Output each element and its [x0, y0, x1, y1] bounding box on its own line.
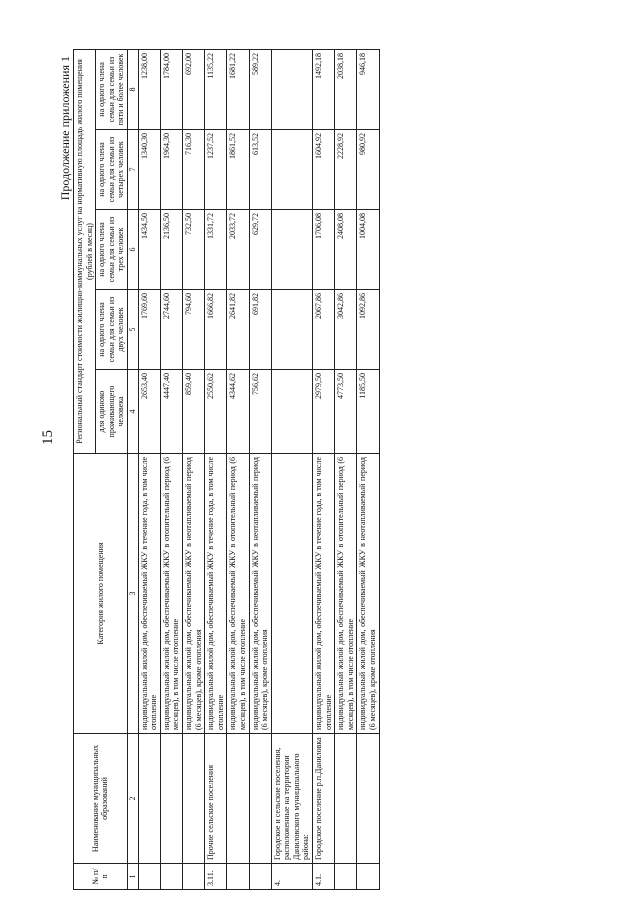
row-number	[357, 864, 379, 890]
row-municipality: Городское и сельские поселения, расположенные на территории Даниловского муниципального района:	[271, 734, 312, 864]
row-value: 1492,18	[313, 49, 335, 129]
row-municipality: Прочие сельские поселения	[205, 734, 227, 864]
row-value: 2067,86	[313, 290, 335, 370]
header-two: на одного члена семьи для семьи из двух человек	[96, 290, 128, 370]
col-index: 6	[127, 210, 138, 290]
table-row	[138, 49, 160, 889]
row-number: 4.	[271, 864, 312, 890]
row-number	[160, 864, 182, 890]
row-value: 2228,92	[335, 130, 357, 210]
row-value: 716,30	[182, 130, 204, 210]
row-value: 692,00	[182, 49, 204, 129]
row-value: 2038,18	[335, 49, 357, 129]
row-value: 1604,92	[313, 130, 335, 210]
row-value: 2136,50	[160, 210, 182, 290]
row-value: 1135,22	[205, 49, 227, 129]
page-number: 15	[40, 430, 56, 445]
row-municipality	[160, 734, 182, 864]
table-row	[335, 49, 357, 889]
row-value: 1237,52	[205, 130, 227, 210]
row-number	[249, 864, 271, 890]
row-municipality: Городское поселение р.п.Даниловка	[313, 734, 335, 864]
row-value: 589,22	[249, 49, 271, 129]
row-value: 1238,00	[138, 49, 160, 129]
row-number	[182, 864, 204, 890]
row-category	[271, 454, 312, 734]
row-value: 4773,50	[335, 370, 357, 454]
row-value: 1666,82	[205, 290, 227, 370]
row-value: 2033,72	[227, 210, 249, 290]
row-value: 1706,08	[313, 210, 335, 290]
row-value: 1861,52	[227, 130, 249, 210]
row-value: 613,52	[249, 130, 271, 210]
row-category: индивидуальный жилой дом, обеспечиваемый ЖКУ в течение года, в том числе отопление	[205, 454, 227, 734]
row-value: 2979,50	[313, 370, 335, 454]
row-value: 1340,30	[138, 130, 160, 210]
col-index: 5	[127, 290, 138, 370]
table-row	[249, 49, 271, 889]
row-value: 4344,62	[227, 370, 249, 454]
row-municipality	[335, 734, 357, 864]
row-value: 794,60	[182, 290, 204, 370]
row-number	[138, 864, 160, 890]
row-value: 756,62	[249, 370, 271, 454]
header-four: на одного члена семьи для семьи из четырех человек	[96, 130, 128, 210]
row-value: 1434,50	[138, 210, 160, 290]
row-number: 3.11.	[205, 864, 227, 890]
row-number: 4.1.	[313, 864, 335, 890]
row-number	[227, 864, 249, 890]
row-value: 1185,50	[357, 370, 379, 454]
row-category: индивидуальный жилой дом, обеспечиваемый ЖКУ в неотапливаемый период (6 месяцев), кроме отопления	[357, 454, 379, 734]
table-row	[160, 49, 182, 889]
header-five: на одного члена семьи для семьи из пяти и более человек	[96, 49, 128, 129]
row-value: 4447,40	[160, 370, 182, 454]
header-number: № п/п	[74, 864, 128, 890]
row-municipality	[227, 734, 249, 864]
row-value: 1004,08	[357, 210, 379, 290]
header-municipality: Наименование муниципальных образований	[74, 734, 128, 864]
col-index: 2	[127, 734, 138, 864]
row-value: 3042,86	[335, 290, 357, 370]
row-value: 980,92	[357, 130, 379, 210]
row-municipality	[357, 734, 379, 864]
row-value: 1681,22	[227, 49, 249, 129]
col-index: 8	[127, 49, 138, 129]
row-value: 732,50	[182, 210, 204, 290]
table-row	[182, 49, 204, 889]
col-index: 3	[127, 454, 138, 734]
table-row	[227, 49, 249, 889]
col-index: 1	[127, 864, 138, 890]
table-row	[313, 49, 335, 889]
row-value: 1769,60	[138, 290, 160, 370]
row-municipality	[249, 734, 271, 864]
table-header	[74, 49, 139, 889]
row-value: 629,72	[249, 210, 271, 290]
header-category: Категория жилого помещения	[74, 454, 128, 734]
row-value: 1784,00	[160, 49, 182, 129]
row-value: 2408,08	[335, 210, 357, 290]
tariff-table	[73, 49, 380, 890]
row-category: индивидуальный жилой дом, обеспечиваемый ЖКУ в отопительный период (6 месяцев), в том числе отопление	[160, 454, 182, 734]
row-category: индивидуальный жилой дом, обеспечиваемый ЖКУ в неотапливаемый период (6 месяцев), кроме отопления	[249, 454, 271, 734]
row-category: индивидуальный жилой дом, обеспечиваемый ЖКУ в отопительный период (6 месяцев), в том числе отопление	[227, 454, 249, 734]
col-index: 7	[127, 130, 138, 210]
header-regional-standard: Региональный стандарт стоимости жилищно-коммунальных услуг на нормативную площадь жилого помещения (рублей в месяц)	[74, 49, 96, 453]
row-value: 2550,62	[205, 370, 227, 454]
row-municipality	[182, 734, 204, 864]
table-row	[357, 49, 379, 889]
row-category: индивидуальный жилой дом, обеспечиваемый ЖКУ в течение года, в том числе отопление	[138, 454, 160, 734]
row-municipality	[138, 734, 160, 864]
row-value: 691,82	[249, 290, 271, 370]
table-body	[138, 49, 379, 889]
row-category: индивидуальный жилой дом, обеспечиваемый ЖКУ в течение года, в том числе отопление	[313, 454, 335, 734]
row-value	[271, 49, 312, 129]
row-value: 2641,82	[227, 290, 249, 370]
row-value: 1092,86	[357, 290, 379, 370]
rotated-page	[58, 50, 638, 890]
row-value	[271, 290, 312, 370]
row-number	[335, 864, 357, 890]
row-category: индивидуальный жилой дом, обеспечиваемый ЖКУ в неотапливаемый период (6 месяцев), кроме отопления	[182, 454, 204, 734]
row-category: индивидуальный жилой дом, обеспечиваемый ЖКУ в отопительный период (6 месяцев), в том числе отопление	[335, 454, 357, 734]
row-value: 1964,30	[160, 130, 182, 210]
col-index: 4	[127, 370, 138, 454]
row-value: 1331,72	[205, 210, 227, 290]
table-row	[271, 49, 312, 889]
continuation-caption: Продолжение приложения 1	[58, 56, 72, 201]
row-value	[271, 210, 312, 290]
row-value: 859,40	[182, 370, 204, 454]
header-single: для одиноко проживающего человека	[96, 370, 128, 454]
row-value: 2653,40	[138, 370, 160, 454]
row-value	[271, 370, 312, 454]
table-row	[205, 49, 227, 889]
header-three: на одного члена семьи для семьи из трех человек	[96, 210, 128, 290]
row-value	[271, 130, 312, 210]
row-value: 946,18	[357, 49, 379, 129]
row-value: 2744,60	[160, 290, 182, 370]
column-index-row	[127, 49, 138, 889]
